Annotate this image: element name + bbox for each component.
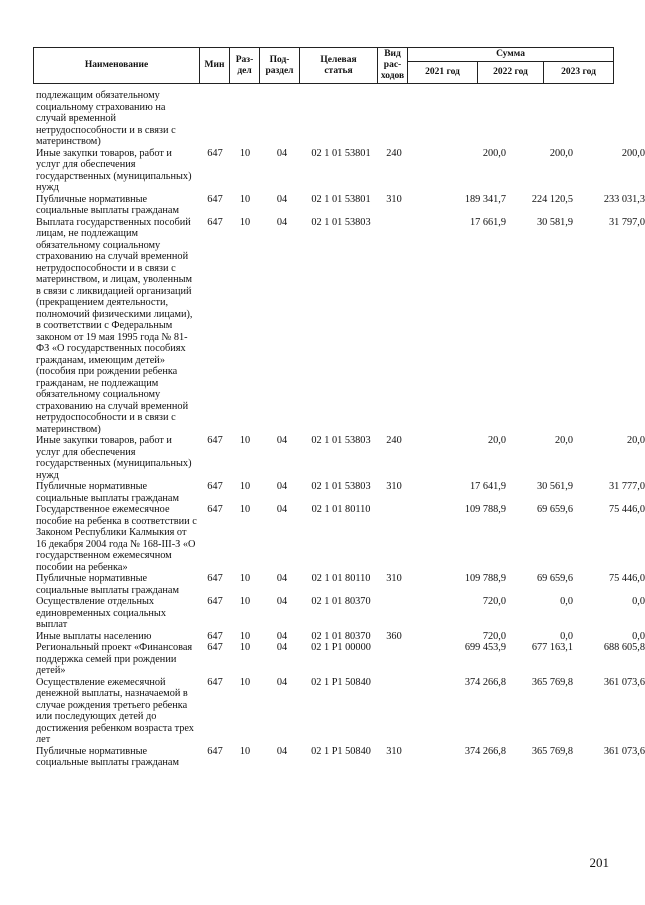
table-row xyxy=(33,435,645,481)
row-celevaya: 02 1 P1 50840 xyxy=(311,676,371,688)
row-celevaya: 02 1 01 53803 xyxy=(311,481,371,492)
row-razdel: 10 xyxy=(239,573,251,584)
row-razdel: 10 xyxy=(239,435,251,446)
row-name: Осуществление отдельных единовременных социальных выплат xyxy=(36,596,166,630)
table-header xyxy=(33,47,614,84)
row-sum-2021: 17 641,9 xyxy=(469,481,506,492)
row-min: 647 xyxy=(207,481,223,492)
row-podrazdel: 04 xyxy=(276,676,288,688)
row-name: Региональный проект «Финансовая поддержка семей при рождении детей» xyxy=(36,642,193,676)
row-sum-2022: 365 769,8 xyxy=(531,745,573,757)
row-podrazdel: 04 xyxy=(276,193,288,205)
row-sum-2022: 69 659,6 xyxy=(536,573,573,584)
row-sum-2023: 31 797,0 xyxy=(608,216,645,228)
row-name: Осуществление ежемесячной денежной выплаты, назначаемой в случае рождения третьего ребенка или последующих детей до достижения ребенком возраста трех лет xyxy=(36,676,194,745)
table-row xyxy=(33,481,645,504)
table-row xyxy=(33,147,645,194)
row-sum-2021: 374 266,8 xyxy=(464,745,506,757)
row-sum-2021: 720,0 xyxy=(482,596,506,607)
row-name: Иные выплаты населению xyxy=(36,630,152,642)
row-podrazdel: 04 xyxy=(276,573,288,584)
row-razdel: 10 xyxy=(239,481,251,492)
row-sum-2023: 20,0 xyxy=(626,435,645,446)
row-celevaya: 02 1 01 80370 xyxy=(311,630,371,642)
row-celevaya: 02 1 01 53801 xyxy=(311,193,371,205)
row-celevaya: 02 1 P1 00000 xyxy=(311,642,371,653)
table-body xyxy=(33,90,645,769)
row-sum-2023: 31 777,0 xyxy=(608,481,645,492)
table-row xyxy=(33,90,613,148)
row-sum-2023: 688 605,8 xyxy=(603,642,645,653)
row-celevaya: 02 1 01 53803 xyxy=(311,216,371,228)
header-razdel: Раз- дел xyxy=(230,48,260,84)
table-row xyxy=(33,596,645,631)
row-razdel: 10 xyxy=(239,504,251,515)
row-podrazdel: 04 xyxy=(276,216,288,228)
row-min: 647 xyxy=(207,147,223,159)
row-podrazdel: 04 xyxy=(276,596,288,607)
row-vid: 310 xyxy=(386,193,402,205)
table-row xyxy=(33,676,645,746)
header-name: Наименование xyxy=(34,48,200,84)
row-min: 647 xyxy=(207,216,223,228)
table-row xyxy=(33,745,645,769)
row-min: 647 xyxy=(207,630,223,642)
row-celevaya: 02 1 P1 50840 xyxy=(311,745,371,757)
row-sum-2023: 233 031,3 xyxy=(603,193,645,205)
row-podrazdel: 04 xyxy=(276,435,288,446)
row-vid: 310 xyxy=(386,745,402,757)
row-razdel: 10 xyxy=(239,676,251,688)
row-sum-2021: 699 453,9 xyxy=(464,642,506,653)
row-celevaya: 02 1 01 53801 xyxy=(311,147,371,159)
row-celevaya: 02 1 01 80110 xyxy=(311,504,371,515)
row-razdel: 10 xyxy=(239,596,251,607)
row-min: 647 xyxy=(207,504,223,515)
row-min: 647 xyxy=(207,596,223,607)
row-name: Иные закупки товаров, работ и услуг для обеспечения государственных (муниципальных) нужд xyxy=(36,435,192,481)
table-row xyxy=(33,504,645,573)
row-sum-2021: 200,0 xyxy=(482,147,506,159)
row-podrazdel: 04 xyxy=(276,504,288,515)
row-sum-2022: 224 120,5 xyxy=(531,193,573,205)
row-name: Иные закупки товаров, работ и услуг для обеспечения государственных (муниципальных) нужд xyxy=(36,147,192,193)
row-min: 647 xyxy=(207,642,223,653)
row-min: 647 xyxy=(207,676,223,688)
row-podrazdel: 04 xyxy=(276,481,288,492)
row-sum-2022: 30 581,9 xyxy=(536,216,573,228)
header-min: Мин xyxy=(200,48,230,84)
row-sum-2023: 361 073,6 xyxy=(603,745,645,757)
row-name: Публичные нормативные социальные выплаты гражданам xyxy=(36,481,179,504)
row-sum-2021: 17 661,9 xyxy=(469,216,506,228)
row-sum-2022: 30 561,9 xyxy=(536,481,573,492)
header-vid: Вид рас- ходов xyxy=(378,48,408,84)
row-sum-2022: 0,0 xyxy=(560,630,573,642)
row-vid: 240 xyxy=(386,435,402,446)
row-name: Публичные нормативные социальные выплаты гражданам xyxy=(36,573,179,596)
row-vid: 360 xyxy=(386,630,402,642)
row-razdel: 10 xyxy=(239,642,251,653)
row-sum-2022: 69 659,6 xyxy=(536,504,573,515)
row-name: Выплата государственных пособий лицам, не подлежащим обязательному социальному страхованию на случай временной нетрудоспособности и в связи с материнством, и лицам, уволенным в связи с ликвидацией организаций (прекращением деятельности, полномочий физическими лицами), в соответствии с Федеральным законом от 19 мая 1995 года № 81-ФЗ «О государственных пособиях гражданам, имеющим детей» (пособия при рождении ребенка гражданам, не подлежащим обязательному социальному страхованию на случай временной нетрудоспособности и в связи с материнством) xyxy=(36,216,193,435)
table-row xyxy=(33,642,645,677)
row-podrazdel: 04 xyxy=(276,745,288,757)
row-sum-2022: 677 163,1 xyxy=(531,642,573,653)
row-vid: 240 xyxy=(386,147,402,159)
row-sum-2023: 75 446,0 xyxy=(608,504,645,515)
header-celevaya: Целевая статья xyxy=(300,48,378,84)
row-sum-2023: 0,0 xyxy=(632,596,645,607)
row-vid: 310 xyxy=(386,573,402,584)
header-summa: Сумма xyxy=(408,48,614,62)
row-sum-2021: 109 788,9 xyxy=(464,504,506,515)
row-podrazdel: 04 xyxy=(276,147,288,159)
row-sum-2023: 75 446,0 xyxy=(608,573,645,584)
header-2021: 2021 год xyxy=(408,62,478,84)
row-podrazdel: 04 xyxy=(276,630,288,642)
table-row xyxy=(33,216,645,436)
row-sum-2023: 200,0 xyxy=(621,147,645,159)
row-min: 647 xyxy=(207,435,223,446)
table-row xyxy=(33,573,645,596)
page-number: 201 xyxy=(589,855,609,870)
row-sum-2022: 365 769,8 xyxy=(531,676,573,688)
row-celevaya: 02 1 01 53803 xyxy=(311,435,371,446)
header-2023: 2023 год xyxy=(544,62,614,84)
row-podrazdel: 04 xyxy=(276,642,288,653)
row-sum-2023: 0,0 xyxy=(632,630,645,642)
row-sum-2021: 374 266,8 xyxy=(464,676,506,688)
table-row xyxy=(33,630,645,643)
row-sum-2021: 189 341,7 xyxy=(464,193,506,205)
row-razdel: 10 xyxy=(239,745,251,757)
table-row xyxy=(33,193,645,217)
row-sum-2022: 200,0 xyxy=(549,147,573,159)
row-name: Государственное ежемесячное пособие на ребенка в соответствии с Законом Республики Калмыкия от 16 декабря 2004 года № 168-III-З «О государственном ежемесячном пособии на ребенка» xyxy=(36,504,197,573)
row-sum-2021: 20,0 xyxy=(487,435,506,446)
row-razdel: 10 xyxy=(239,147,251,159)
row-sum-2021: 720,0 xyxy=(482,630,506,642)
header-2022: 2022 год xyxy=(478,62,544,84)
row-vid: 310 xyxy=(386,481,402,492)
row-min: 647 xyxy=(207,745,223,757)
row-name: Публичные нормативные социальные выплаты гражданам xyxy=(36,193,179,216)
row-celevaya: 02 1 01 80370 xyxy=(311,596,371,607)
row-razdel: 10 xyxy=(239,193,251,205)
row-min: 647 xyxy=(207,573,223,584)
row-celevaya: 02 1 01 80110 xyxy=(311,573,371,584)
row-sum-2023: 361 073,6 xyxy=(603,676,645,688)
row-min: 647 xyxy=(207,193,223,205)
row-name: подлежащим обязательному социальному страхованию на случай временной нетрудоспособности и в связи с материнством) xyxy=(36,90,176,147)
row-razdel: 10 xyxy=(239,216,251,228)
row-sum-2022: 20,0 xyxy=(554,435,573,446)
row-name: Публичные нормативные социальные выплаты гражданам xyxy=(36,745,179,768)
header-podrazdel: Под- раздел xyxy=(260,48,300,84)
row-sum-2022: 0,0 xyxy=(560,596,573,607)
row-sum-2021: 109 788,9 xyxy=(464,573,506,584)
row-razdel: 10 xyxy=(239,630,251,642)
